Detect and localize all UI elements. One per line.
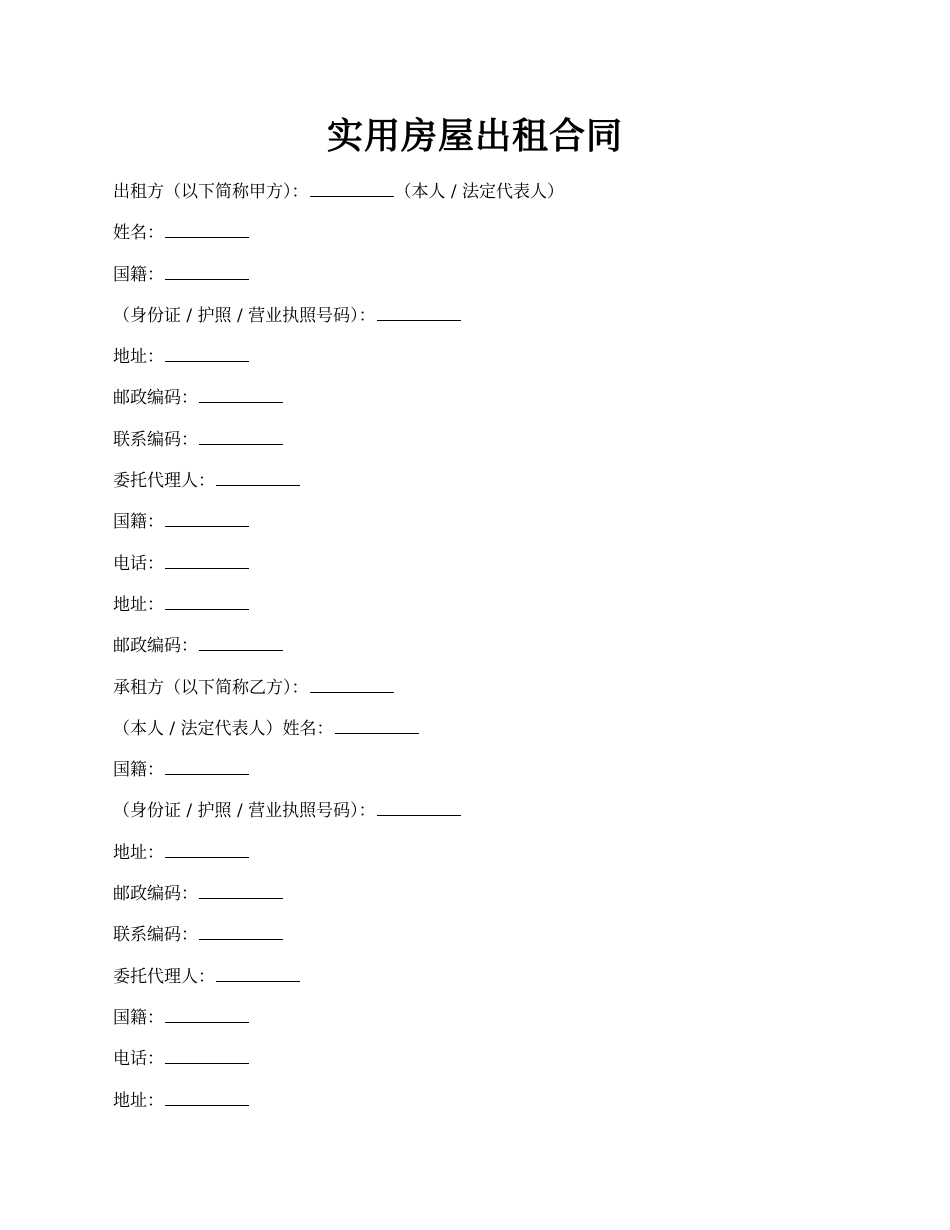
field-line-lessee	[113, 674, 853, 715]
contract-fields	[113, 178, 853, 1128]
field-label: 委托代理人：	[113, 471, 215, 492]
field-suffix: （本人 / 法定代表人）	[394, 182, 565, 202]
field-label: 地址：	[113, 842, 164, 863]
field-label: 国籍：	[113, 1007, 164, 1028]
field-line-lessee-address	[113, 839, 853, 880]
fill-blank	[216, 963, 300, 982]
field-line-lessee-agent-nationality	[113, 1004, 853, 1045]
fill-blank	[377, 302, 461, 321]
field-label: 地址：	[113, 594, 164, 615]
fill-blank	[216, 467, 300, 486]
document-title: 实用房屋出租合同	[326, 115, 623, 157]
fill-blank	[165, 1004, 249, 1023]
field-line-lessee-postal-code	[113, 880, 853, 921]
fill-blank	[165, 591, 249, 610]
field-line-postal-code	[113, 384, 853, 425]
field-label: 地址：	[113, 1090, 164, 1111]
field-line-lessee-agent	[113, 963, 853, 1004]
fill-blank	[377, 797, 461, 816]
fill-blank	[310, 178, 394, 197]
field-label: 联系编码：	[113, 925, 198, 946]
field-line-id-number	[113, 302, 853, 343]
field-line-agent-phone	[113, 550, 853, 591]
field-label: 邮政编码：	[113, 388, 198, 409]
fill-blank	[165, 1045, 249, 1064]
field-line-agent-nationality	[113, 508, 853, 549]
field-label: 委托代理人：	[113, 966, 215, 987]
fill-blank	[199, 632, 283, 651]
field-line-agent-postal-code	[113, 632, 853, 673]
fill-blank	[165, 219, 249, 238]
field-label: 电话：	[113, 553, 164, 574]
fill-blank	[165, 1087, 249, 1106]
field-label: 邮政编码：	[113, 884, 198, 905]
field-line-lessee-name	[113, 715, 853, 756]
field-label: （身份证 / 护照 / 营业执照号码）：	[113, 801, 376, 822]
fill-blank	[199, 426, 283, 445]
field-label: 邮政编码：	[113, 636, 198, 657]
fill-blank	[165, 508, 249, 527]
fill-blank	[310, 674, 394, 693]
field-label: 联系编码：	[113, 429, 198, 450]
field-line-lessee-agent-phone	[113, 1045, 853, 1086]
field-label: 国籍：	[113, 512, 164, 533]
field-label: （本人 / 法定代表人）姓名：	[113, 718, 334, 739]
fill-blank	[199, 384, 283, 403]
field-line-lessee-nationality	[113, 756, 853, 797]
field-line-lessee-contact-code	[113, 921, 853, 962]
field-line-lessor	[113, 178, 853, 219]
field-label: 国籍：	[113, 760, 164, 781]
field-line-agent-address	[113, 591, 853, 632]
field-label: 出租方（以下简称甲方）：	[113, 182, 309, 202]
fill-blank	[165, 756, 249, 775]
field-label: 姓名：	[113, 223, 164, 244]
field-line-lessee-id-number	[113, 797, 853, 838]
field-line-lessee-agent-address	[113, 1087, 853, 1128]
field-label: 电话：	[113, 1049, 164, 1070]
fill-blank	[199, 880, 283, 899]
field-label: 地址：	[113, 347, 164, 368]
fill-blank	[165, 343, 249, 362]
fill-blank	[199, 921, 283, 940]
field-line-address	[113, 343, 853, 384]
field-line-contact-code	[113, 426, 853, 467]
fill-blank	[165, 839, 249, 858]
field-label: 承租方（以下简称乙方）：	[113, 677, 309, 698]
fill-blank	[165, 550, 249, 569]
fill-blank	[165, 261, 249, 280]
field-line-agent	[113, 467, 853, 508]
field-line-nationality	[113, 261, 853, 302]
field-line-name	[113, 219, 853, 260]
field-label: （身份证 / 护照 / 营业执照号码）：	[113, 305, 376, 326]
fill-blank	[335, 715, 419, 734]
field-label: 国籍：	[113, 264, 164, 285]
